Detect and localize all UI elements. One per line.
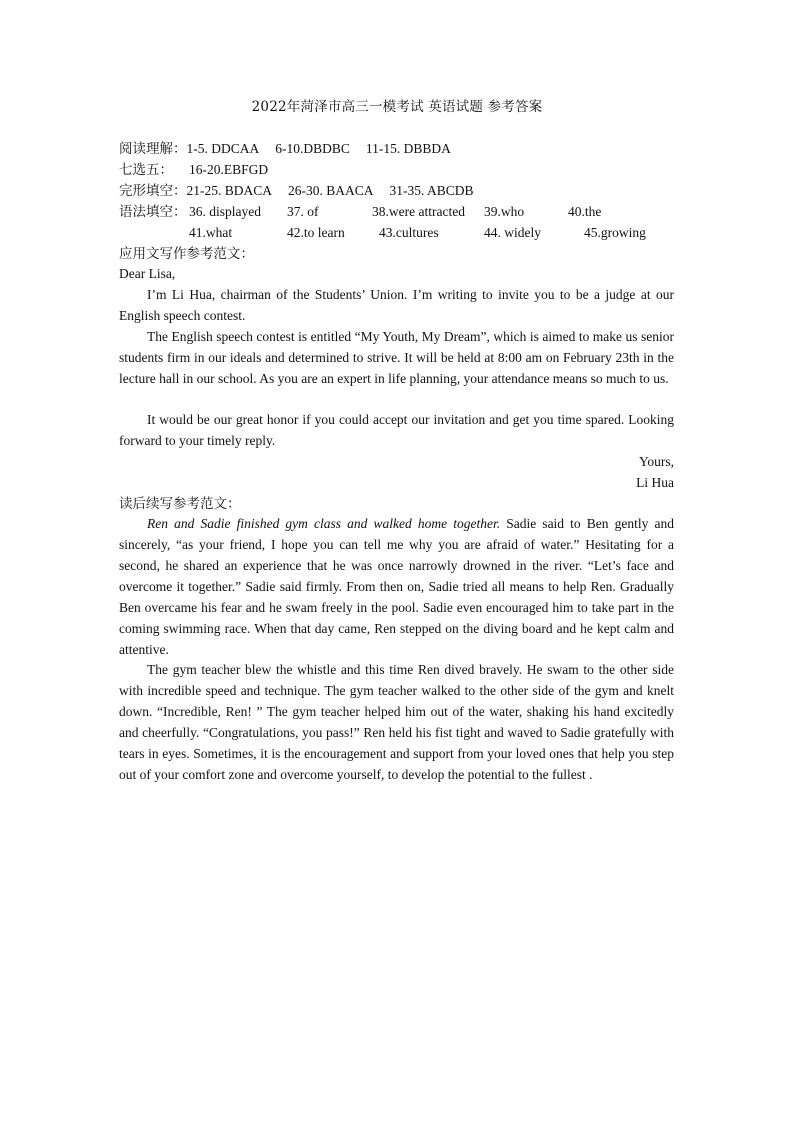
- grammar-answers-row2: [119, 224, 679, 242]
- continuation-heading: 读后续写参考范文：: [119, 496, 241, 512]
- continuation-paragraph-1-text: Sadie said to Ben gently and sincerely, “as your friend, I hope you can tell me why you are afraid of water.” Hesitating for a second, he shared an experience that he was once narrowly drowned in the river. “Let’s face and overcome it together.” Sadie said firmly. From then on, Sadie tried all means to help Ren. Gradually Ben overcame his fear and he swam freely in the pool. Sadie even encouraged him to take part in the coming swimming race. When that day came, Ren stepped on the diving board and he kept calm and attentive.: [119, 516, 674, 657]
- seven-label: 七选五：: [119, 162, 173, 178]
- grammar-40: 40.the: [568, 204, 602, 219]
- cloze-seg-2: 26-30. BAACA: [288, 183, 374, 198]
- grammar-45: 45.growing: [584, 225, 646, 240]
- continuation-paragraph-1-italic: Ren and Sadie finished gym class and walked home together.: [147, 516, 501, 531]
- cloze-label: 完形填空：: [119, 183, 187, 199]
- page-title: 2022年菏泽市高三一模考试 英语试题 参考答案: [251, 99, 543, 115]
- grammar-44: 44. widely: [484, 225, 541, 240]
- grammar-label: 语法填空：: [119, 204, 187, 220]
- continuation-paragraph-2-text: The gym teacher blew the whistle and this time Ren dived bravely. He swam to the other side with incredible speed and technique. The gym teacher walked to the other side of the gym and knelt down. “Incredible, Ren! ” The gym teacher helped him out of the water, shaking his hand excitedly and cheerfully. “Congratulations, you pass!” Ren held his fist tight and waved to Sadie gratefully with tears in eyes. Sometimes, it is the encouragement and support from your loved ones that help you step out of your comfort zone and overcome yourself, to develop the potential to the fullest .: [119, 662, 674, 782]
- grammar-37: 37. of: [287, 204, 319, 219]
- grammar-38: 38.were attracted: [372, 204, 465, 219]
- reading-label: 阅读理解：: [119, 141, 187, 157]
- seven-answers: [119, 161, 268, 179]
- letter-paragraph-2: [119, 326, 674, 389]
- grammar-43: 43.cultures: [379, 225, 439, 240]
- reading-seg-2: 6-10.DBDBC: [275, 141, 350, 156]
- reading-answers: [119, 140, 451, 158]
- letter-closing: Yours,: [638, 454, 674, 469]
- continuation-paragraph-2: [119, 659, 674, 785]
- continuation-paragraph-1: [119, 513, 674, 660]
- cloze-seg-3: 31-35. ABCDB: [389, 183, 474, 198]
- letter-signature: Li Hua: [636, 475, 674, 490]
- grammar-answers-row1: [119, 203, 679, 221]
- seven-seg-1: 16-20.EBFGD: [189, 162, 269, 177]
- grammar-42: 42.to learn: [287, 225, 345, 240]
- cloze-answers: [119, 182, 474, 200]
- letter-salutation: Dear Lisa,: [119, 266, 176, 281]
- letter-paragraph-1-text: I’m Li Hua, chairman of the Students’ Union. I’m writing to invite you to be a judge at our English speech contest.: [119, 287, 674, 323]
- letter-paragraph-1: [119, 284, 674, 326]
- letter-heading: 应用文写作参考范文：: [119, 246, 254, 262]
- reading-seg-1: 1-5. DDCAA: [186, 141, 260, 156]
- cloze-seg-1: 21-25. BDACA: [186, 183, 273, 198]
- letter-paragraph-3-text: It would be our great honor if you could accept our invitation and get you time spared. Looking forward to your timely reply.: [119, 412, 674, 448]
- grammar-41: 41.what: [189, 225, 233, 240]
- reading-seg-3: 11-15. DBBDA: [365, 141, 451, 156]
- grammar-39: 39.who: [484, 204, 525, 219]
- letter-paragraph-2-text: The English speech contest is entitled “My Youth, My Dream”, which is aimed to make us senior students firm in our ideals and determined to strive. It will be held at 8:00 am on February 23th in the lecture hall in our school. As you are an expert in life planning, your attendance means so much to us.: [119, 329, 674, 386]
- grammar-36: 36. displayed: [189, 204, 261, 219]
- letter-paragraph-3: [119, 409, 674, 451]
